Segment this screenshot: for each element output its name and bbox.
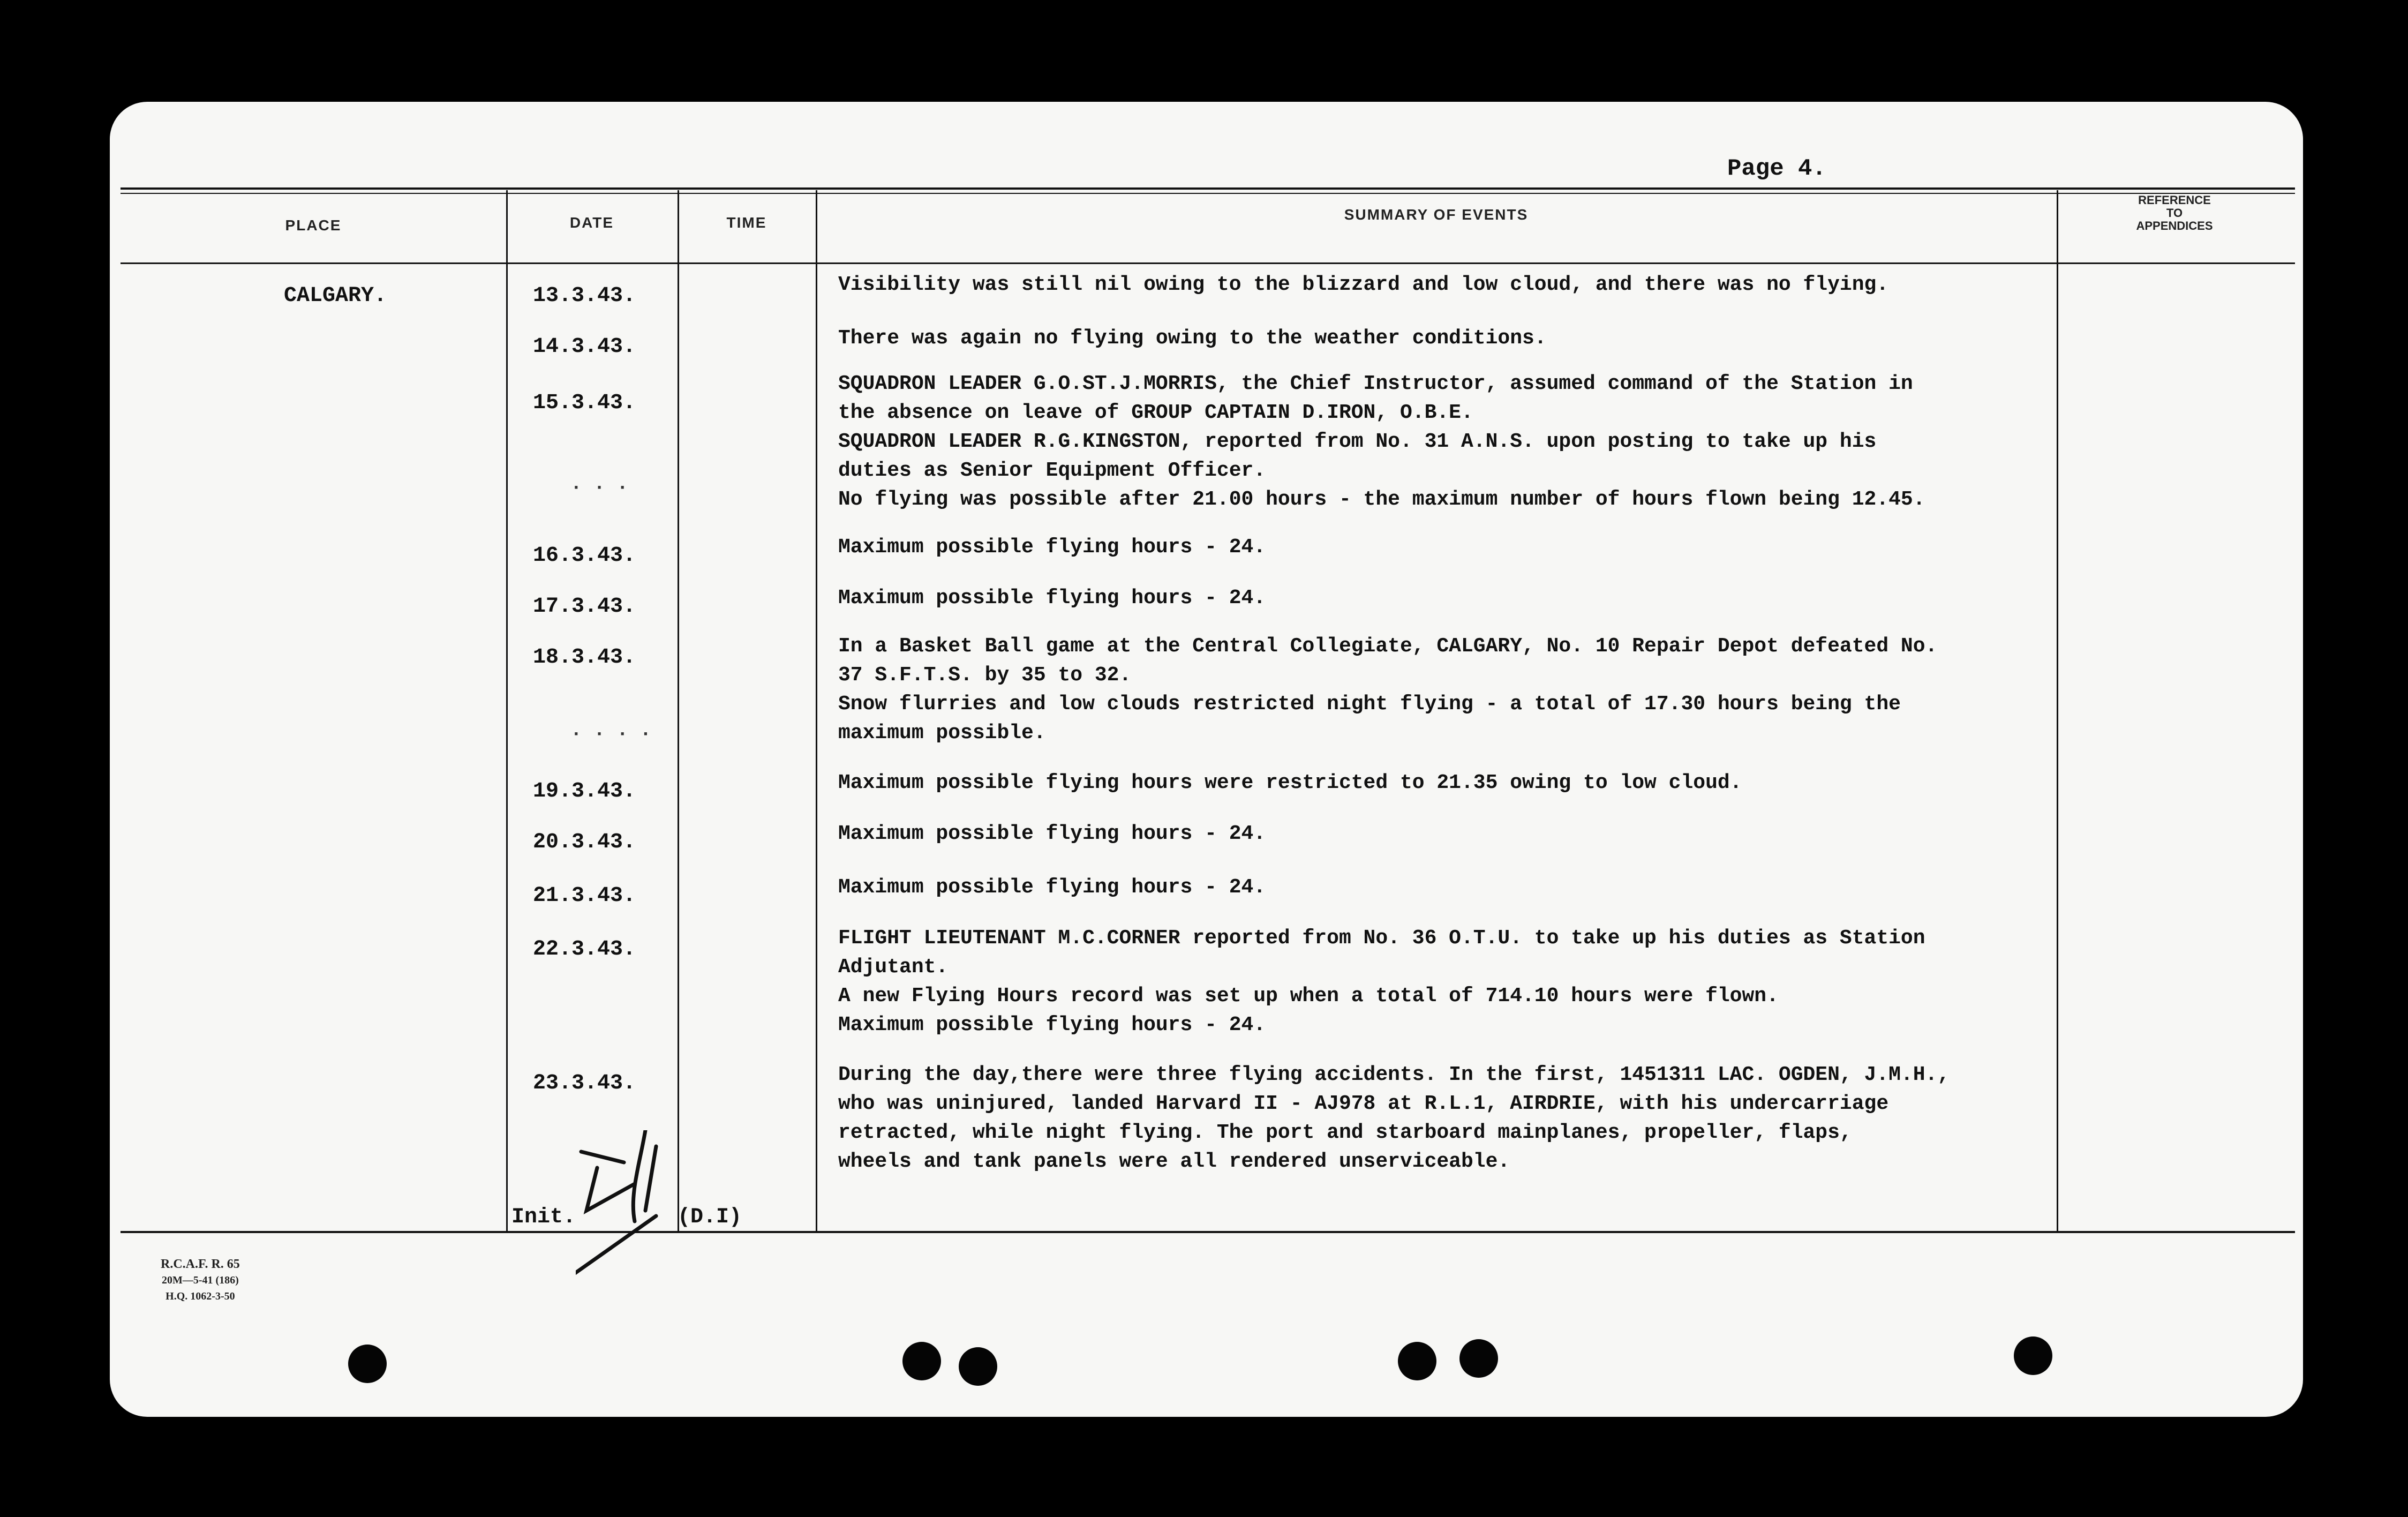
entry-4: Maximum possible flying hours - 24.	[838, 536, 1266, 559]
entry-5: Maximum possible flying hours - 24.	[838, 587, 1266, 610]
date-4: 16.3.43.	[533, 544, 636, 568]
date-5: 17.3.43.	[533, 595, 636, 619]
header-reference	[2057, 194, 2292, 232]
entry-7: Maximum possible flying hours were restricted to 21.35 owing to low cloud.	[838, 771, 1742, 794]
punch-hole-5	[1459, 1339, 1498, 1378]
form-code-line-2: 20M—5-41 (186)	[161, 1274, 239, 1286]
top-rule	[121, 187, 2295, 190]
init-label: Init.	[511, 1205, 576, 1229]
punch-hole-3	[959, 1347, 997, 1386]
header-summary: SUMMARY OF EVENTS	[1344, 206, 1529, 223]
form-code-line-1: R.C.A.F. R. 65	[161, 1257, 240, 1271]
entry-1: Visibility was still nil owing to the blizzard and low cloud, and there was no flying.	[838, 273, 1889, 296]
entry-6: In a Basket Ball game at the Central Collegiate, CALGARY, No. 10 Repair Depot defeated No. 37 S.F.T.S. by 35 to 32. Snow flurries and low clouds restricted night flying - a total of 17.30 hours being the maximum possible.	[838, 635, 1938, 745]
divider-place-date	[506, 190, 508, 1232]
date-8: 20.3.43.	[533, 830, 636, 854]
date-3: 15.3.43.	[533, 391, 636, 415]
header-reference-line-3: APPENDICES	[2136, 219, 2213, 232]
entry-3: SQUADRON LEADER G.O.ST.J.MORRIS, the Chief Instructor, assumed command of the Station in the absence on leave of GROUP CAPTAIN D.IRON, O.B.E. SQUADRON LEADER R.G.KINGSTON, reported from No. 31 A.N.S. upon posting to take up his duties as Senior Equipment Officer. No flying was possible after 21.00 hours - the maximum number of hours flown being 12.45.	[838, 372, 1925, 511]
header-bottom-rule	[121, 262, 2295, 264]
header-place: PLACE	[285, 217, 342, 234]
date-7: 19.3.43.	[533, 779, 636, 803]
date-9: 21.3.43.	[533, 884, 636, 908]
entry-8: Maximum possible flying hours - 24.	[838, 822, 1266, 845]
header-time: TIME	[726, 214, 767, 231]
divider-time-summary	[816, 190, 817, 1232]
dots-2: · · · ·	[570, 723, 652, 745]
divider-date-time	[678, 190, 679, 1232]
entry-10: FLIGHT LIEUTENANT M.C.CORNER reported from No. 36 O.T.U. to take up his duties as Station Adjutant. A new Flying Hours record was set up when a total of 714.10 hours were flown. Maximum possible flying hours - 24.	[838, 927, 1925, 1037]
header-reference-line-2: TO	[2166, 206, 2183, 220]
entry-9: Maximum possible flying hours - 24.	[838, 876, 1266, 899]
date-2: 14.3.43.	[533, 335, 636, 359]
log-card	[110, 102, 2303, 1417]
punch-hole-2	[902, 1342, 941, 1380]
top-rule-2	[121, 193, 2295, 194]
date-6: 18.3.43.	[533, 645, 636, 670]
date-1: 13.3.43.	[533, 284, 636, 308]
di-label: (D.I)	[678, 1205, 742, 1229]
form-code	[161, 1256, 240, 1304]
place-value: CALGARY.	[284, 284, 387, 308]
form-code-line-3: H.Q. 1062-3-50	[165, 1290, 235, 1302]
punch-hole-1	[348, 1345, 387, 1383]
entry-11: During the day,there were three flying accidents. In the first, 1451311 LAC. OGDEN, J.M.H., who was uninjured, landed Harvard II - AJ978 at R.L.1, AIRDRIE, with his undercarriage retracted, while night flying. The port and starboard mainplanes, propeller, flaps, wheels and tank panels were all rendered unserviceable.	[838, 1063, 1950, 1173]
header-date: DATE	[569, 214, 614, 231]
date-11: 23.3.43.	[533, 1071, 636, 1095]
punch-hole-4	[1398, 1342, 1436, 1380]
header-reference-line-1: REFERENCE	[2138, 193, 2211, 207]
body-bottom-rule	[121, 1231, 2295, 1233]
initials-signature	[576, 1130, 683, 1280]
entry-2: There was again no flying owing to the weather conditions.	[838, 327, 1547, 350]
punch-hole-6	[2014, 1336, 2052, 1375]
dots-1: · · ·	[570, 477, 629, 499]
page-number: Page 4.	[1727, 155, 1826, 182]
date-10: 22.3.43.	[533, 937, 636, 962]
